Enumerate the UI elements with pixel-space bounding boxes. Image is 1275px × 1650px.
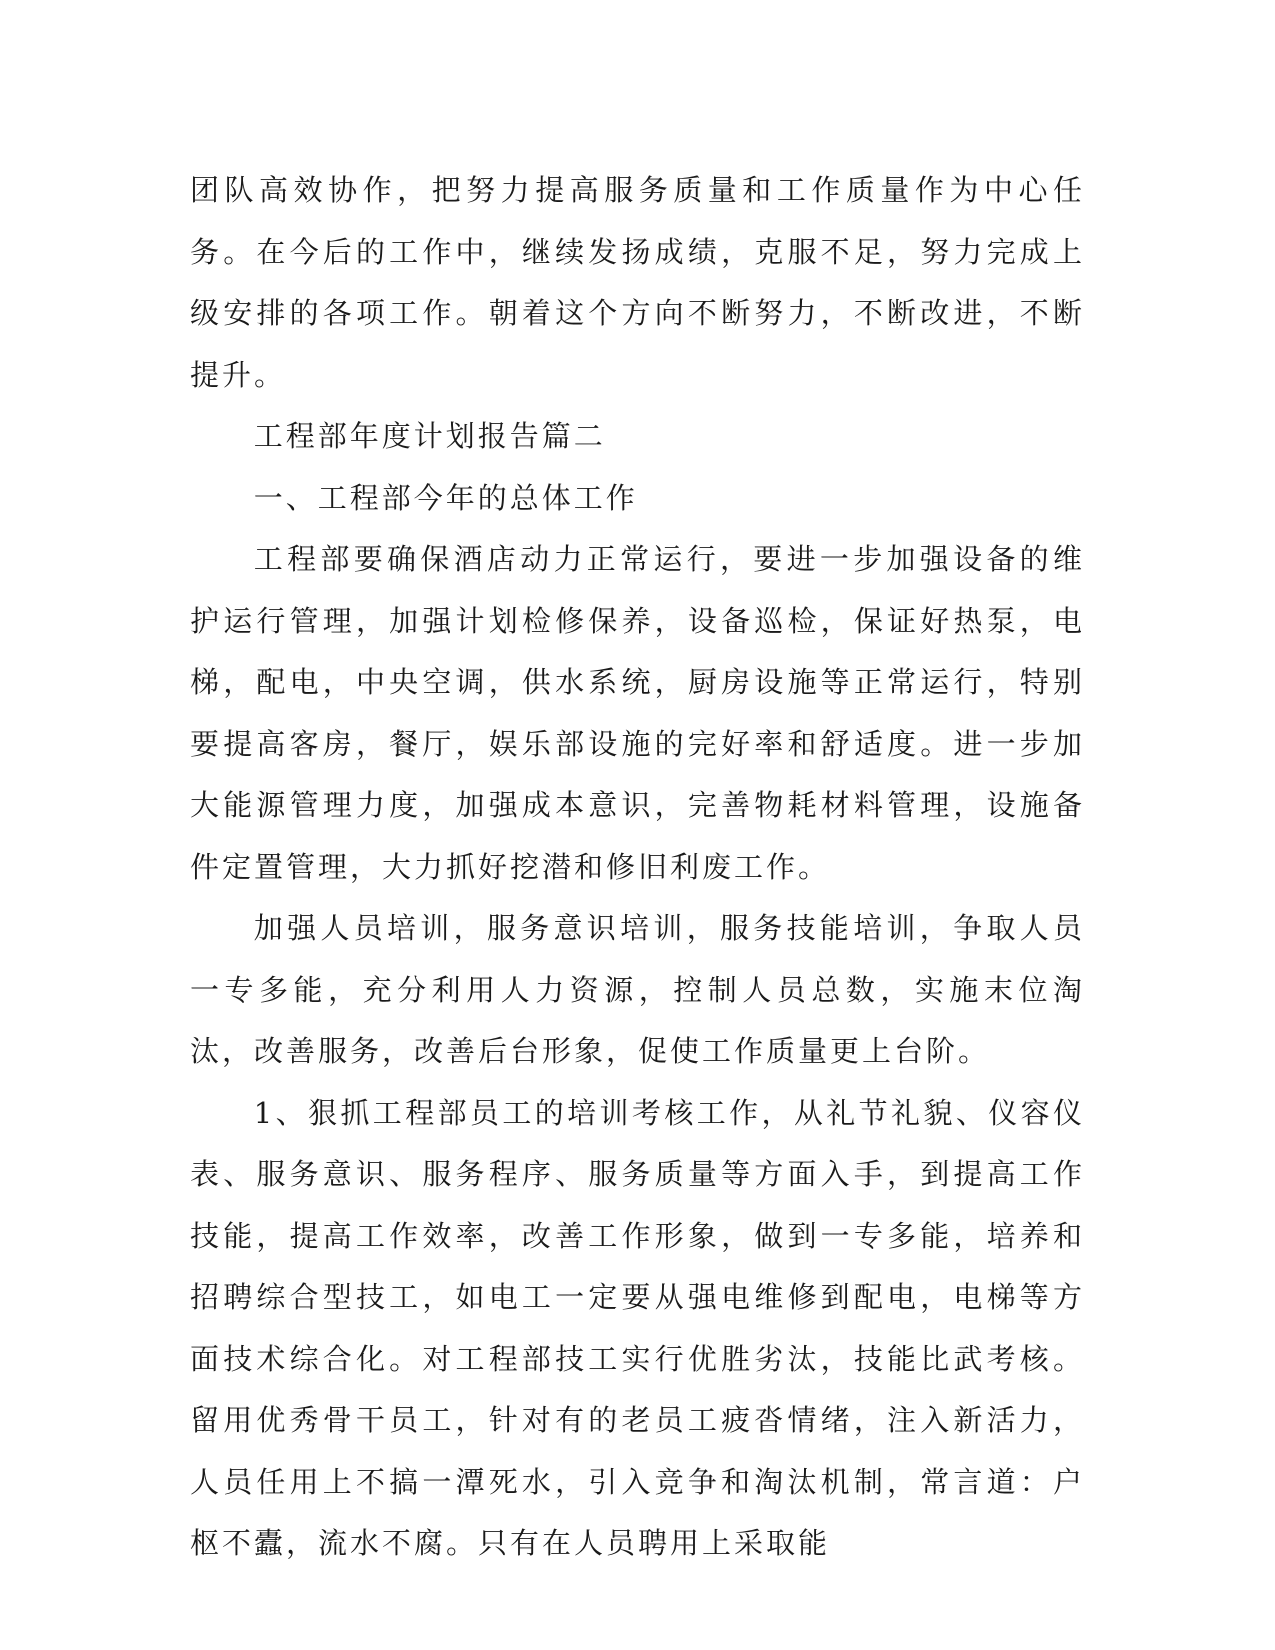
document-body [190,160,1085,1575]
paragraph-overview: 工程部要确保酒店动力正常运行，要进一步加强设备的维护运行管理，加强计划检修保养，设备巡检，保证好热泵，电梯，配电，中央空调，供水系统，厨房设施等正常运行，特别要提高客房，餐厅，娱乐部设施的完好率和舒适度。进一步加大能源管理力度，加强成本意识，完善物耗材料管理，设施备件定置管理，大力抓好挖潜和修旧利废工作。 [190,542,1085,884]
paragraph-continuation: 团队高效协作，把努力提高服务质量和工作质量作为中心任务。在今后的工作中，继续发扬成绩，克服不足，努力完成上级安排的各项工作。朝着这个方向不断努力，不断改进，不断提升。 [190,173,1085,392]
section-heading: 一、工程部今年的总体工作 [253,480,638,515]
paragraph-item-1: 1、狠抓工程部员工的培训考核工作，从礼节礼貌、仪容仪表、服务意识、服务程序、服务质量等方面入手，到提高工作技能，提高工作效率，改善工作形象，做到一专多能，培养和招聘综合型技工，如电工一定要从强电维修到配电，电梯等方面技术综合化。对工程部技工实行优胜劣汰，技能比武考核。留用优秀骨干员工，针对有的老员工疲沓情绪，注入新活力，人员任用上不搞一潭死水，引入竞争和淘汰机制，常言道：户枢不蠹，流水不腐。只有在人员聘用上采取能 [190,1095,1085,1560]
section-title: 工程部年度计划报告篇二 [253,419,606,453]
paragraph-training: 加强人员培训，服务意识培训，服务技能培训，争取人员一专多能，充分利用人力资源，控制人员总数，实施末位淘汰，改善服务，改善后台形象，促使工作质量更上台阶。 [190,911,1085,1068]
